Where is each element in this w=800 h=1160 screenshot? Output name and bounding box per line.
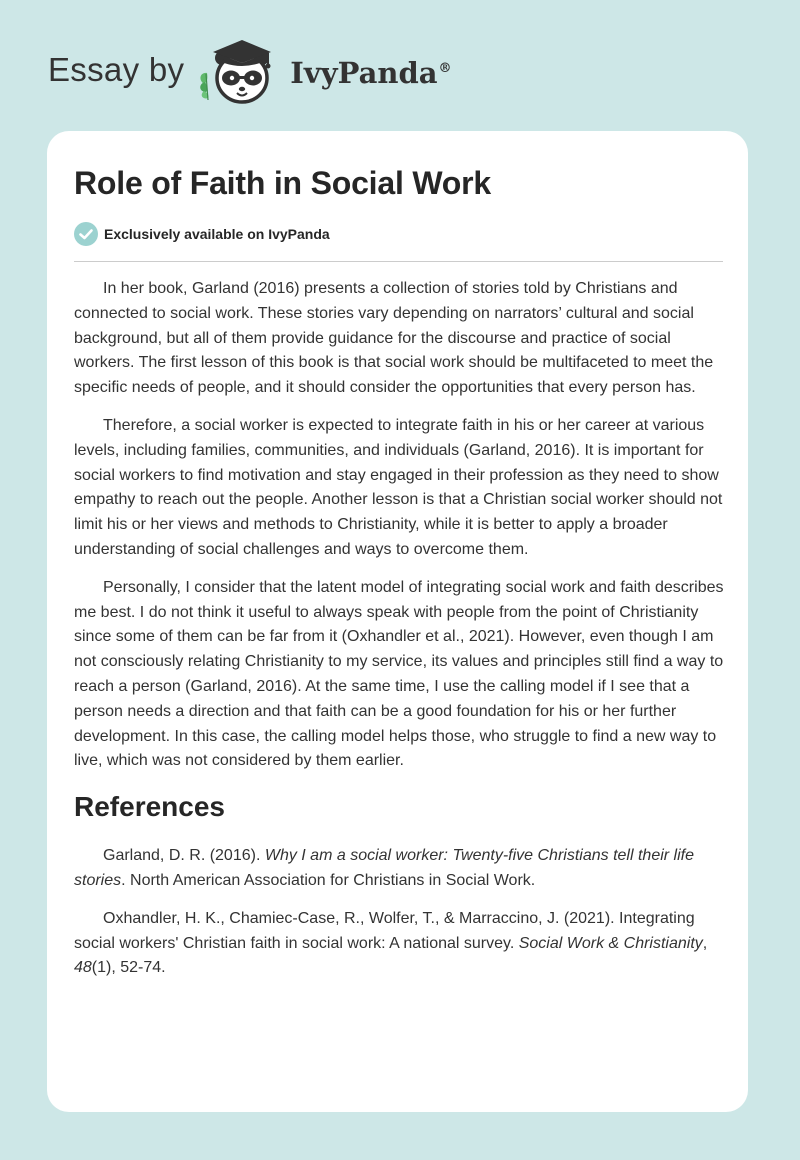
reference-book-title: Why I am a social worker: Twenty-five Christians tell their life stories (74, 847, 694, 889)
body-paragraph: Therefore, a social worker is expected to integrate faith in his or her career at various levels, including families, communities, and individuals (Garland, 2016). It is important for social workers to find motivation and stay engaged in their profession as they need to show empathy to reach out the people. Another lesson is that a Christian social worker should not limit his or her views and methods to Christianity, while it is better to apply a broader understanding of social challenges and ways to overcome them. (74, 416, 723, 558)
reference-separator: , (702, 934, 708, 952)
brand-prefix: Essay by (48, 51, 185, 88)
reference-pages: (1), 52-74. (91, 959, 166, 977)
body-paragraph: Personally, I consider that the latent model of integrating social work and faith describes me best. I do not think it useful to always speak with people from the point of Christianity since some of them can be far from it (Oxhandler et al., 2021). However, even though I am not consciously relating Christianity to my service, its values and principles still find a way to reach a person (Garland, 2016). At the same time, I use the calling model if I see that a person needs a direction and that faith can be a good foundation for his or her further development. In this case, the calling model helps those, who struggle to find a new way to live, which was not considered by them earlier. (74, 578, 724, 770)
reference-authors: Garland, D. R. (2016). (103, 847, 265, 865)
reference-item (74, 907, 729, 981)
title-divider (74, 261, 723, 262)
reference-item (74, 844, 729, 894)
essay-body (74, 277, 729, 994)
page-title: Role of Faith in Social Work (74, 165, 491, 201)
reference-publisher: . North American Association for Christians in Social Work. (121, 871, 536, 889)
reference-journal: Social Work & Christianity (518, 934, 703, 952)
references-heading: References (74, 791, 225, 823)
check-circle-icon (74, 222, 98, 246)
exclusive-badge (74, 222, 330, 246)
body-paragraph: In her book, Garland (2016) presents a collection of stories told by Christians and connected to social work. These stories vary depending on narrators’ cultural and social background, but all of them provide guidance for the discourse and practice of social workers. The first lesson of this book is that social work should be multifaceted to meet the specific needs of people, and it should consider the opportunities that every person has. (74, 280, 714, 397)
brand-name-text: IvyPanda (290, 56, 438, 90)
essay-card (47, 131, 748, 1112)
registered-mark: ® (438, 61, 452, 77)
reference-authors: Oxhandler, H. K., Chamiec-Case, R., Wolfer, T., & Marraccino, J. (2021). Integrating social workers' Christian faith in social work: A national survey. (74, 909, 695, 952)
panda-graduate-logo-icon (196, 36, 288, 108)
exclusive-badge-label: Exclusively available on IvyPanda (104, 226, 330, 242)
brand-name (290, 56, 451, 90)
site-header (48, 36, 452, 108)
reference-volume: 48 (74, 959, 92, 977)
